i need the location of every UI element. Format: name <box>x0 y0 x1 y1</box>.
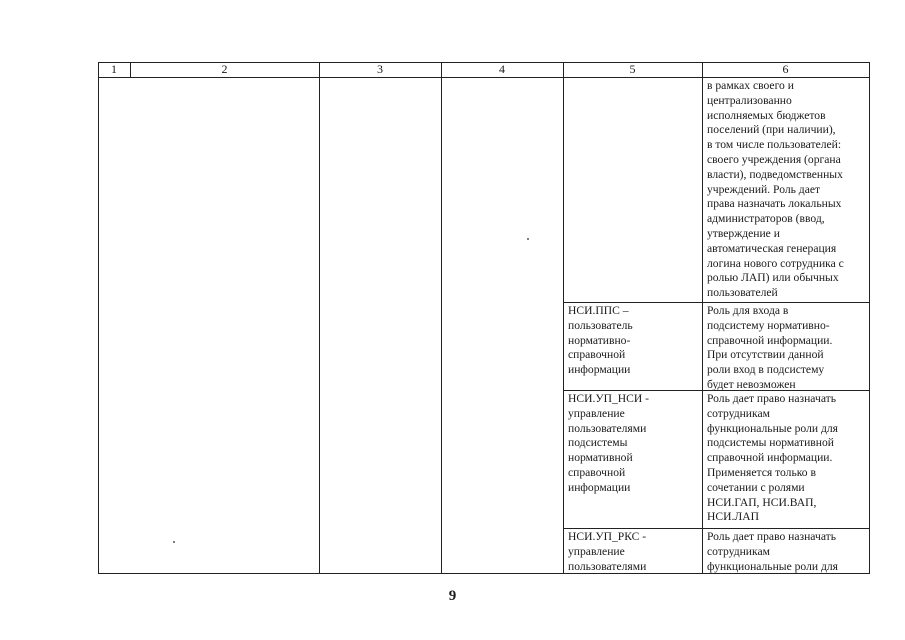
header-cell-2: 2 <box>221 62 228 76</box>
table-row-3-col6: Роль дает право назначать сотрудникам функциональные роли для подсистемы нормативной справочной информации. Применяется только в сочетании с ролями НСИ.ГАП, НСИ.ВАП, НСИ.ЛАП <box>707 392 838 524</box>
header-cell-4: 4 <box>499 62 505 76</box>
page-number: 9 <box>448 588 457 604</box>
header-cell-6: 6 <box>782 62 789 76</box>
table-row-3-col5: НСИ.УП_НСИ - управление пользователями подсистемы нормативной справочной информации <box>568 392 649 494</box>
scan-speck <box>173 541 175 543</box>
scan-speck <box>527 238 529 240</box>
header-cell-1: 1 <box>111 62 117 76</box>
table-row-2-col6: Роль для входа в подсистему нормативно- справочной информации. При отсутствии данной роли вход в подсистему будет невозможен <box>707 304 833 390</box>
table-row-1-col6: в рамках своего и централизованно исполняемых бюджетов поселений (при наличии), в том числе пользователей: своего учреждения (органа власти), подведомственных учреждений. Роль дает права назначать локальных администраторов (ввод, утверждение и автоматическая генерация логина нового сотрудника с ролью ЛАП) или обычных пользователей <box>707 79 844 300</box>
table-row-4-col6: Роль дает право назначать сотрудникам функциональные роли для <box>707 530 838 573</box>
table-row-4-col5: НСИ.УП_РКС - управление пользователями <box>568 530 647 573</box>
header-cell-3: 3 <box>377 62 383 76</box>
table-row-1-col5 <box>563 78 702 302</box>
table-row-2-col5: НСИ.ППС – пользователь нормативно- справочной информации <box>568 304 633 377</box>
header-cell-5: 5 <box>629 62 636 76</box>
